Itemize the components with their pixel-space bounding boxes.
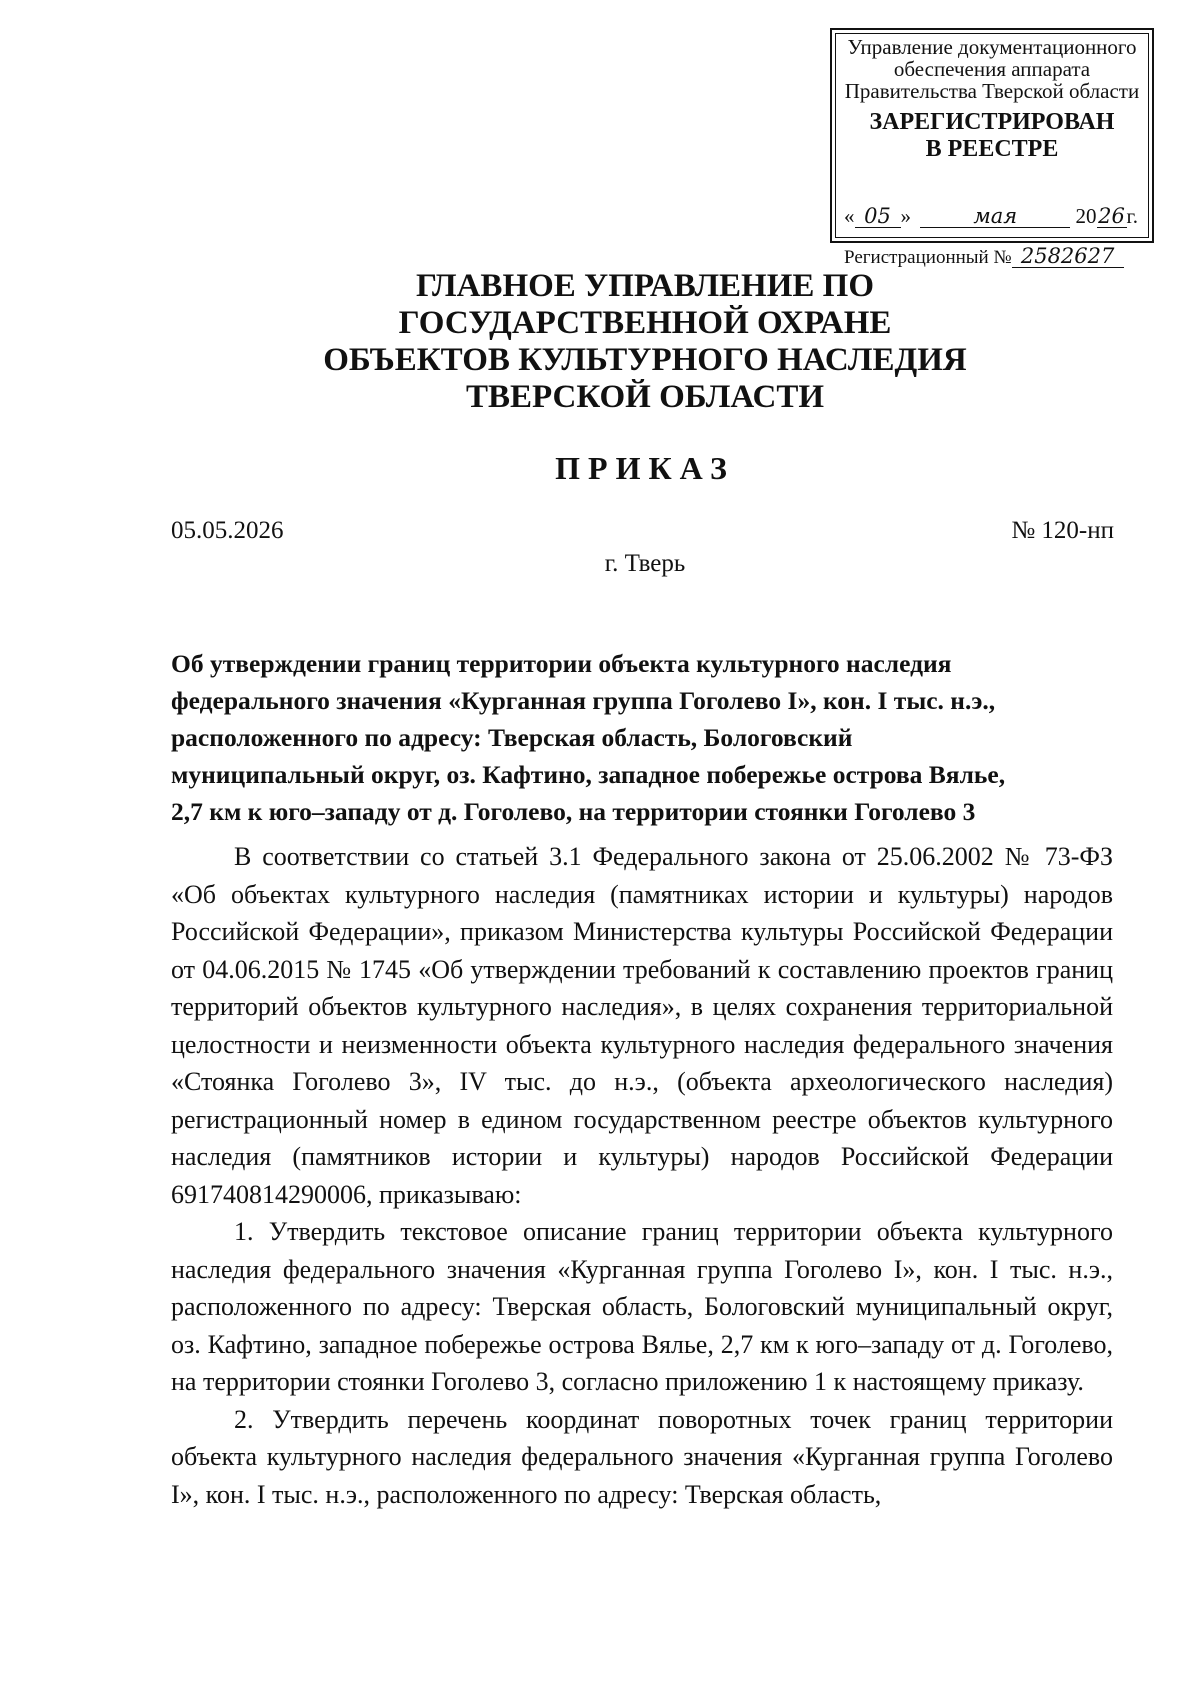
order-date: 05.05.2026 — [171, 517, 284, 544]
stamp-year-prefix: 20 — [1075, 204, 1097, 228]
subject-line: 2,7 км к юго–западу от д. Гоголево, на территории стоянки Гоголево 3 — [171, 797, 976, 826]
subject-line: федерального значения «Курганная группа Гоголево I», кон. I тыс. н.э., — [171, 686, 996, 715]
stamp-year-end: г. — [1126, 204, 1138, 228]
registration-stamp — [830, 28, 1154, 268]
body-item-1: 1. Утвердить текстовое описание границ территории объекта культурного наследия федерального значения «Курганная группа Гоголево I», кон. I тыс. н.э., расположенного по адресу: Тверская область, Бологовский муниципальный округ, оз. Кафтино, западное побережье острова Вялье, 2,7 км к юго–западу от д. Гоголево, на территории стоянки Гоголево 3, согласно приложению 1 к настоящему приказу. — [171, 1217, 1113, 1396]
stamp-date: « 05 » мая 2026г. — [844, 204, 1138, 228]
order-city: г. Тверь — [604, 550, 686, 577]
stamp-reg-no-value: 2582627 — [1012, 245, 1124, 268]
stamp-registered — [832, 109, 1152, 163]
agency-line: ТВЕРСКОЙ ОБЛАСТИ — [465, 379, 825, 415]
subject-line: муниципальный округ, оз. Кафтино, западное побережье острова Вялье, — [171, 760, 1006, 789]
order-subject — [171, 645, 1116, 830]
agency-name — [200, 268, 1090, 416]
stamp-month: мая — [920, 205, 1070, 228]
agency-line: ОБЪЕКТОВ КУЛЬТУРНОГО НАСЛЕДИЯ — [323, 342, 967, 378]
stamp-organization — [832, 36, 1152, 102]
subject-line: расположенного по адресу: Тверская область, Бологовский — [171, 723, 853, 752]
stamp-day: 05 — [855, 205, 901, 228]
order-number: № 120-нп — [1011, 517, 1114, 544]
stamp-registration-number — [844, 245, 1144, 269]
stamp-org-line: Правительства Тверской области — [844, 79, 1140, 103]
agency-line: ГЛАВНОЕ УПРАВЛЕНИЕ ПО — [416, 268, 874, 304]
body-preamble: В соответствии со статьей 3.1 Федерального закона от 25.06.2002 № 73-ФЗ «Об объектах культурного наследия (памятниках истории и культуры) народов Российской Федерации», приказом Министерства культуры Российской Федерации от 04.06.2015 № 1745 «Об утверждении требований к составлению проектов границ территорий объектов культурного наследия», в целях сохранения территориальной целостности и неизменности объекта культурного наследия федерального значения «Стоянка Гоголево 3», IV тыс. до н.э., (объекта археологического наследия) регистрационный номер в едином государственном реестре объектов культурного наследия (памятников истории и культуры) народов Российской Федерации 691740814290006, приказываю: — [171, 842, 1113, 1209]
stamp-org-line: обеспечения аппарата — [893, 57, 1091, 81]
subject-line: Об утверждении границ территории объекта культурного наследия — [171, 649, 952, 678]
stamp-year-suffix: 26 — [1098, 204, 1125, 228]
stamp-reg-no-label: Регистрационный № — [844, 247, 1012, 268]
stamp-org-line: Управление документационного — [847, 35, 1137, 59]
order-title: ПРИКАЗ — [555, 450, 735, 486]
body-item-2: 2. Утвердить перечень координат поворотных точек границ территории объекта культурного наследия федерального значения «Курганная группа Гоголево I», кон. I тыс. н.э., расположенного по адресу: Тверская область, — [171, 1404, 1113, 1509]
agency-line: ГОСУДАРСТВЕННОЙ ОХРАНЕ — [398, 305, 892, 341]
order-body — [171, 838, 1113, 1513]
stamp-registered-line: В РЕЕСТРЕ — [925, 136, 1059, 162]
stamp-registered-line: ЗАРЕГИСТРИРОВАН — [869, 109, 1115, 135]
